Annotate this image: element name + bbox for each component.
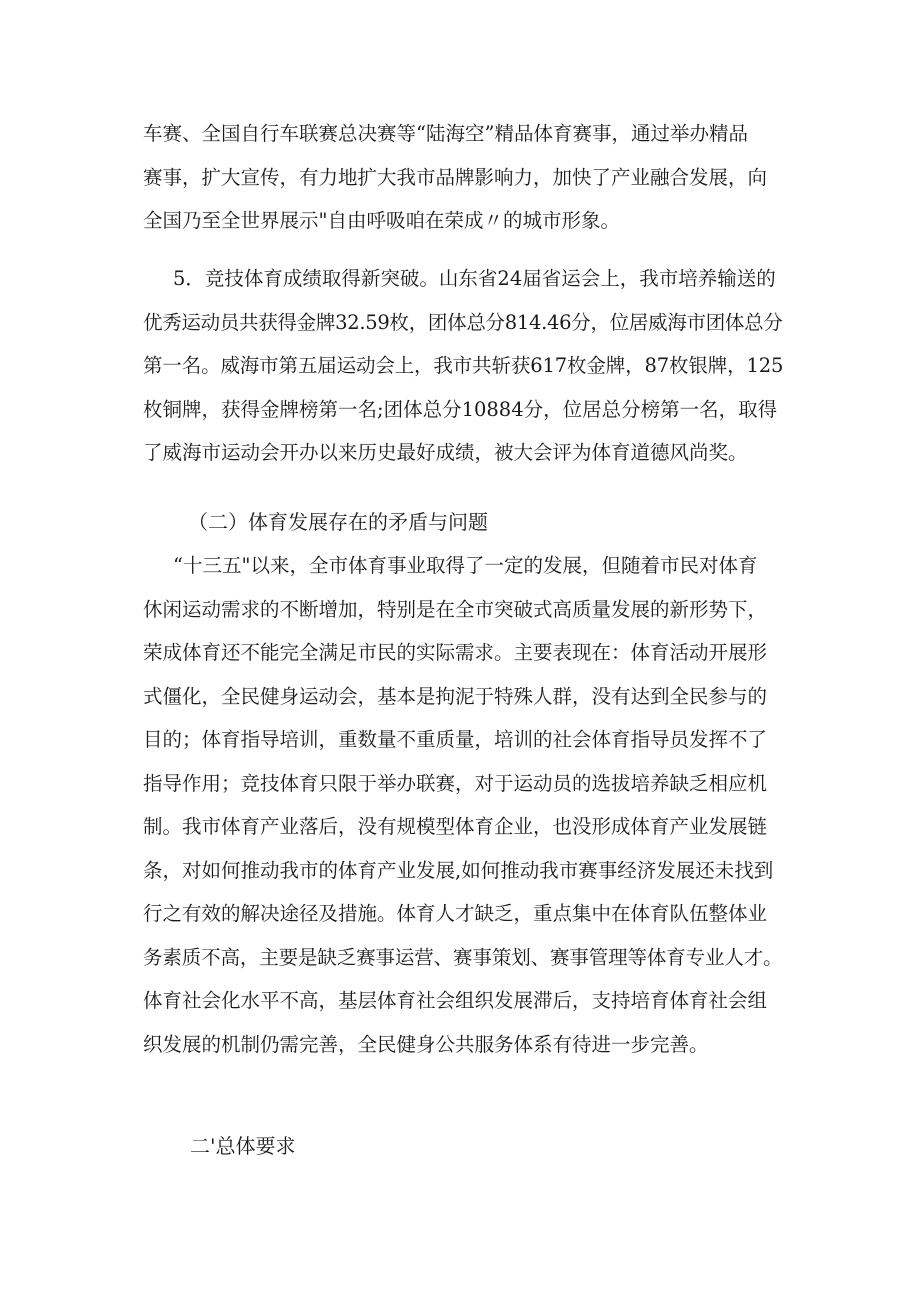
text-line: 第一名。威海市第五届运动会上，我市共斩获617枚金牌，87枚银牌，125 — [143, 354, 784, 377]
paragraph-sports-events — [143, 112, 783, 243]
section-heading: （二）体育发展存在的矛盾与问题 — [188, 510, 488, 534]
text-line: 目的；体育指导培训，重数量不重质量，培训的社会体育指导员发挥不了 — [143, 728, 768, 751]
text-line: 行之有效的解决途径及措施。体育人才缺乏，重点集中在体育队伍整体业 — [143, 902, 768, 925]
paragraph-competitive-sports — [143, 257, 783, 475]
text-line: 荣成体育还不能完全满足市民的实际需求。主要表现在：体育活动开展形 — [143, 641, 768, 664]
text-line: 制。我市体育产业落后，没有规模型体育企业，也没形成体育产业发展链 — [143, 815, 768, 838]
text-line: 条，对如何推动我市的体育产业发展,如何推动我市赛事经济发展还未找到 — [143, 858, 774, 882]
text-line: 体育社会化水平不高，基层体育社会组织发展滞后，支持培育体育社会组 — [143, 989, 768, 1012]
text-line: 式僵化，全民健身运动会，基本是拘泥于特殊人群，没有达到全民参与的 — [143, 684, 768, 708]
text-line: 休闲运动需求的不断增加，特别是在全市突破式高质量发展的新形势下， — [143, 597, 768, 621]
text-line: 了威海市运动会开办以来历史最好成绩，被大会评为体育道德风尚奖。 — [143, 441, 748, 464]
paragraph-problems — [143, 544, 783, 1066]
text-line: 优秀运动员共获得金牌32.59枚，团体总分814.46分，位居威海市团体总分 — [143, 310, 783, 334]
text-line: 指导作用；竞技体育只限于举办联赛，对于运动员的选拔培养缺乏相应机 — [143, 771, 768, 795]
text-line: 务素质不高，主要是缺乏赛事运营、赛事策划、赛事管理等体育专业人才。 — [143, 945, 783, 969]
text-line: 车赛、全国自行车联赛总决赛等“陆海空”精品体育赛事，通过举办精品 — [143, 122, 748, 145]
text-line: 织发展的机制仍需完善，全民健身公共服务体系有待进一步完善。 — [143, 1032, 709, 1056]
text-line: 全国乃至全世界展示"自由呼吸咱在荣成〃的城市形象。 — [143, 209, 620, 232]
text-line: 枚铜牌，获得金牌榜第一名;团体总分10884分，位居总分榜第一名，取得 — [143, 397, 778, 421]
chapter-heading: 二'总体要求 — [190, 1134, 296, 1158]
text-line: “十三五"以来，全市体育事业取得了一定的发展，但随着市民对体育 — [173, 554, 758, 577]
text-line: 赛事，扩大宣传，有力地扩大我市品牌影响力，加快了产业融合发展，向 — [143, 165, 768, 189]
text-line: 5．竞技体育成绩取得新突破。山东省24届省运会上，我市培养输送的 — [173, 267, 776, 290]
